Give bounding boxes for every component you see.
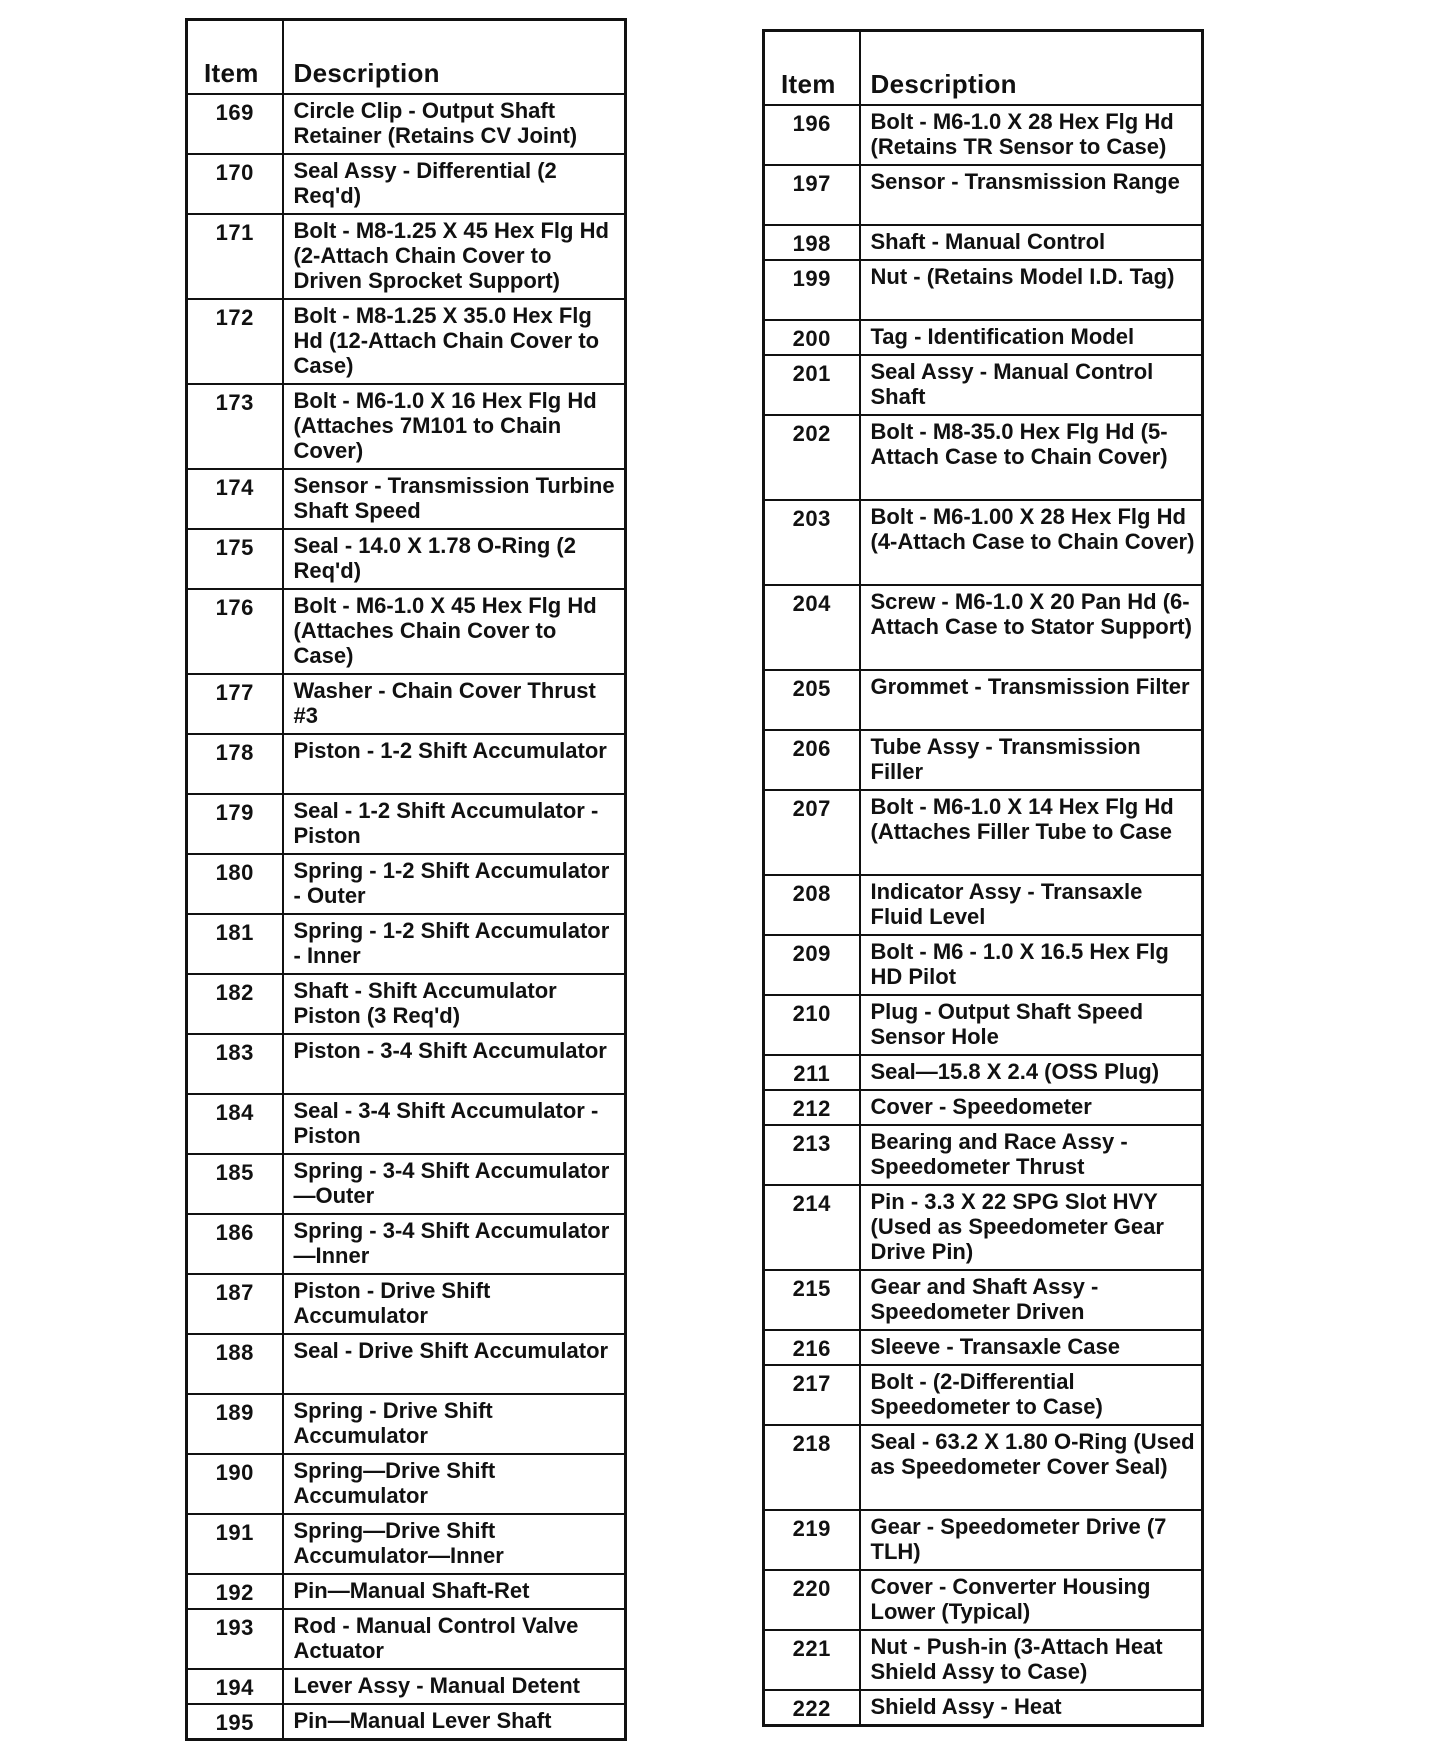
- item-description: Seal - 3-4 Shift Accumulator - Piston: [283, 1094, 626, 1154]
- item-number: 172: [187, 299, 283, 384]
- item-number: 211: [764, 1055, 860, 1090]
- item-number: 188: [187, 1334, 283, 1394]
- parts-table-body: [764, 105, 1203, 1725]
- item-number: 173: [187, 384, 283, 469]
- table-row: [187, 1514, 626, 1574]
- table-row: [764, 875, 1203, 935]
- item-number: 206: [764, 730, 860, 790]
- item-number: 190: [187, 1454, 283, 1514]
- table-row: [764, 355, 1203, 415]
- item-description: Gear - Speedometer Drive (7 TLH): [860, 1510, 1203, 1570]
- table-row: [764, 500, 1203, 585]
- table-row: [764, 1270, 1203, 1330]
- item-number: 193: [187, 1609, 283, 1669]
- item-description: Shield Assy - Heat: [860, 1690, 1203, 1725]
- item-number: 179: [187, 794, 283, 854]
- item-number: 207: [764, 790, 860, 875]
- item-number: 220: [764, 1570, 860, 1630]
- item-description: Bolt - M6-1.0 X 28 Hex Flg Hd (Retains TR Sensor to Case): [860, 105, 1203, 165]
- item-number: 201: [764, 355, 860, 415]
- item-number: 183: [187, 1034, 283, 1094]
- table-row: [764, 1185, 1203, 1270]
- item-description: Bolt - M6-1.00 X 28 Hex Flg Hd (4-Attach Case to Chain Cover): [860, 500, 1203, 585]
- item-number: 185: [187, 1154, 283, 1214]
- item-description: Washer - Chain Cover Thrust #3: [283, 674, 626, 734]
- item-description: Seal Assy - Differential (2 Req'd): [283, 154, 626, 214]
- table-row: [187, 1334, 626, 1394]
- item-number: 203: [764, 500, 860, 585]
- item-description: Seal - 1-2 Shift Accumulator - Piston: [283, 794, 626, 854]
- item-number: 219: [764, 1510, 860, 1570]
- item-number: 208: [764, 875, 860, 935]
- item-description: Tube Assy - Transmission Filler: [860, 730, 1203, 790]
- item-description: Bolt - M6-1.0 X 14 Hex Flg Hd (Attaches Filler Tube to Case: [860, 790, 1203, 875]
- item-description: Shaft - Manual Control: [860, 225, 1203, 260]
- item-description: Grommet - Transmission Filter: [860, 670, 1203, 730]
- item-description: Piston - Drive Shift Accumulator: [283, 1274, 626, 1334]
- table-row: [764, 1365, 1203, 1425]
- table-row: [764, 1090, 1203, 1125]
- item-description: Bearing and Race Assy - Speedometer Thrust: [860, 1125, 1203, 1185]
- table-row: [187, 299, 626, 384]
- table-row: [187, 734, 626, 794]
- item-column-header: Item: [764, 31, 860, 106]
- item-number: 169: [187, 94, 283, 154]
- item-column-header: Item: [187, 20, 283, 95]
- item-description: Sleeve - Transaxle Case: [860, 1330, 1203, 1365]
- table-row: [764, 1510, 1203, 1570]
- item-description: Spring - Drive Shift Accumulator: [283, 1394, 626, 1454]
- item-description: Cover - Speedometer: [860, 1090, 1203, 1125]
- item-description: Pin - 3.3 X 22 SPG Slot HVY (Used as Speedometer Gear Drive Pin): [860, 1185, 1203, 1270]
- item-description: Lever Assy - Manual Detent: [283, 1669, 626, 1704]
- item-description: Screw - M6-1.0 X 20 Pan Hd (6-Attach Case to Stator Support): [860, 585, 1203, 670]
- item-number: 177: [187, 674, 283, 734]
- table-row: [764, 1055, 1203, 1090]
- table-row: [187, 794, 626, 854]
- item-description: Bolt - M8-1.25 X 45 Hex Flg Hd (2-Attach Chain Cover to Driven Sprocket Support): [283, 214, 626, 299]
- item-number: 191: [187, 1514, 283, 1574]
- description-column-header: Description: [860, 31, 1203, 106]
- table-row: [187, 914, 626, 974]
- table-row: [187, 384, 626, 469]
- table-row: [187, 674, 626, 734]
- item-number: 194: [187, 1669, 283, 1704]
- item-description: Circle Clip - Output Shaft Retainer (Retains CV Joint): [283, 94, 626, 154]
- item-number: 216: [764, 1330, 860, 1365]
- table-row: [187, 529, 626, 589]
- item-description: Spring—Drive Shift Accumulator—Inner: [283, 1514, 626, 1574]
- item-description: Bolt - M6-1.0 X 16 Hex Flg Hd (Attaches 7M101 to Chain Cover): [283, 384, 626, 469]
- item-description: Indicator Assy - Transaxle Fluid Level: [860, 875, 1203, 935]
- item-description: Spring—Drive Shift Accumulator: [283, 1454, 626, 1514]
- table-row: [764, 320, 1203, 355]
- item-number: 192: [187, 1574, 283, 1609]
- table-row: [187, 1034, 626, 1094]
- item-number: 197: [764, 165, 860, 225]
- item-number: 212: [764, 1090, 860, 1125]
- item-description: Seal - 63.2 X 1.80 O-Ring (Used as Speedometer Cover Seal): [860, 1425, 1203, 1510]
- item-description: Piston - 3-4 Shift Accumulator: [283, 1034, 626, 1094]
- item-number: 217: [764, 1365, 860, 1425]
- item-description: Seal - 14.0 X 1.78 O-Ring (2 Req'd): [283, 529, 626, 589]
- item-description: Nut - Push-in (3-Attach Heat Shield Assy to Case): [860, 1630, 1203, 1690]
- item-description: Bolt - M6-1.0 X 45 Hex Flg Hd (Attaches Chain Cover to Case): [283, 589, 626, 674]
- description-column-header: Description: [283, 20, 626, 95]
- table-row: [764, 585, 1203, 670]
- item-description: Sensor - Transmission Range: [860, 165, 1203, 225]
- item-number: 205: [764, 670, 860, 730]
- table-row: [764, 1690, 1203, 1725]
- table-row: [764, 1630, 1203, 1690]
- item-description: Nut - (Retains Model I.D. Tag): [860, 260, 1203, 320]
- table-row: [187, 154, 626, 214]
- table-row: [764, 1330, 1203, 1365]
- item-number: 175: [187, 529, 283, 589]
- item-number: 214: [764, 1185, 860, 1270]
- table-row: [187, 1274, 626, 1334]
- item-number: 202: [764, 415, 860, 500]
- table-row: [764, 935, 1203, 995]
- item-number: 218: [764, 1425, 860, 1510]
- item-number: 187: [187, 1274, 283, 1334]
- table-row: [764, 995, 1203, 1055]
- item-number: 204: [764, 585, 860, 670]
- item-number: 186: [187, 1214, 283, 1274]
- item-description: Bolt - M6 - 1.0 X 16.5 Hex Flg HD Pilot: [860, 935, 1203, 995]
- table-row: [764, 1570, 1203, 1630]
- item-description: Sensor - Transmission Turbine Shaft Speed: [283, 469, 626, 529]
- item-number: 181: [187, 914, 283, 974]
- table-row: [764, 225, 1203, 260]
- table-row: [764, 415, 1203, 500]
- item-number: 189: [187, 1394, 283, 1454]
- item-number: 196: [764, 105, 860, 165]
- item-description: Shaft - Shift Accumulator Piston (3 Req'd): [283, 974, 626, 1034]
- item-description: Seal Assy - Manual Control Shaft: [860, 355, 1203, 415]
- parts-table-right: [762, 29, 1204, 1727]
- table-header-row: [764, 31, 1203, 106]
- item-description: Piston - 1-2 Shift Accumulator: [283, 734, 626, 794]
- table-row: [187, 1214, 626, 1274]
- parts-table-left: [185, 18, 627, 1741]
- item-description: Spring - 3-4 Shift Accumulator—Inner: [283, 1214, 626, 1274]
- item-description: Gear and Shaft Assy - Speedometer Driven: [860, 1270, 1203, 1330]
- table-row: [187, 214, 626, 299]
- table-row: [187, 469, 626, 529]
- item-number: 170: [187, 154, 283, 214]
- table-row: [764, 790, 1203, 875]
- item-description: Rod - Manual Control Valve Actuator: [283, 1609, 626, 1669]
- item-number: 200: [764, 320, 860, 355]
- table-header-row: [187, 20, 626, 95]
- item-number: 184: [187, 1094, 283, 1154]
- table-row: [764, 260, 1203, 320]
- item-number: 213: [764, 1125, 860, 1185]
- table-row: [764, 670, 1203, 730]
- item-number: 180: [187, 854, 283, 914]
- table-row: [187, 1154, 626, 1214]
- table-row: [187, 1094, 626, 1154]
- table-row: [764, 730, 1203, 790]
- table-row: [187, 589, 626, 674]
- item-number: 215: [764, 1270, 860, 1330]
- item-description: Plug - Output Shaft Speed Sensor Hole: [860, 995, 1203, 1055]
- item-description: Spring - 3-4 Shift Accumulator—Outer: [283, 1154, 626, 1214]
- item-description: Pin—Manual Lever Shaft: [283, 1704, 626, 1739]
- item-description: Spring - 1-2 Shift Accumulator - Inner: [283, 914, 626, 974]
- item-description: Bolt - (2-Differential Speedometer to Case): [860, 1365, 1203, 1425]
- table-row: [187, 974, 626, 1034]
- item-number: 174: [187, 469, 283, 529]
- item-description: Seal - Drive Shift Accumulator: [283, 1334, 626, 1394]
- item-number: 195: [187, 1704, 283, 1739]
- table-row: [187, 1574, 626, 1609]
- table-row: [764, 165, 1203, 225]
- table-row: [764, 105, 1203, 165]
- table-row: [187, 1609, 626, 1669]
- table-row: [187, 1394, 626, 1454]
- item-number: 210: [764, 995, 860, 1055]
- table-row: [187, 854, 626, 914]
- item-description: Bolt - M8-1.25 X 35.0 Hex Flg Hd (12-Attach Chain Cover to Case): [283, 299, 626, 384]
- table-row: [187, 94, 626, 154]
- item-number: 178: [187, 734, 283, 794]
- item-number: 176: [187, 589, 283, 674]
- item-number: 209: [764, 935, 860, 995]
- item-number: 221: [764, 1630, 860, 1690]
- item-description: Bolt - M8-35.0 Hex Flg Hd (5-Attach Case to Chain Cover): [860, 415, 1203, 500]
- item-number: 199: [764, 260, 860, 320]
- item-number: 198: [764, 225, 860, 260]
- table-row: [764, 1125, 1203, 1185]
- parts-table-body: [187, 94, 626, 1739]
- item-description: Seal—15.8 X 2.4 (OSS Plug): [860, 1055, 1203, 1090]
- item-description: Spring - 1-2 Shift Accumulator - Outer: [283, 854, 626, 914]
- item-description: Cover - Converter Housing Lower (Typical): [860, 1570, 1203, 1630]
- table-row: [187, 1704, 626, 1739]
- item-description: Tag - Identification Model: [860, 320, 1203, 355]
- table-row: [187, 1669, 626, 1704]
- item-number: 182: [187, 974, 283, 1034]
- table-row: [187, 1454, 626, 1514]
- item-description: Pin—Manual Shaft-Ret: [283, 1574, 626, 1609]
- item-number: 171: [187, 214, 283, 299]
- table-row: [764, 1425, 1203, 1510]
- item-number: 222: [764, 1690, 860, 1725]
